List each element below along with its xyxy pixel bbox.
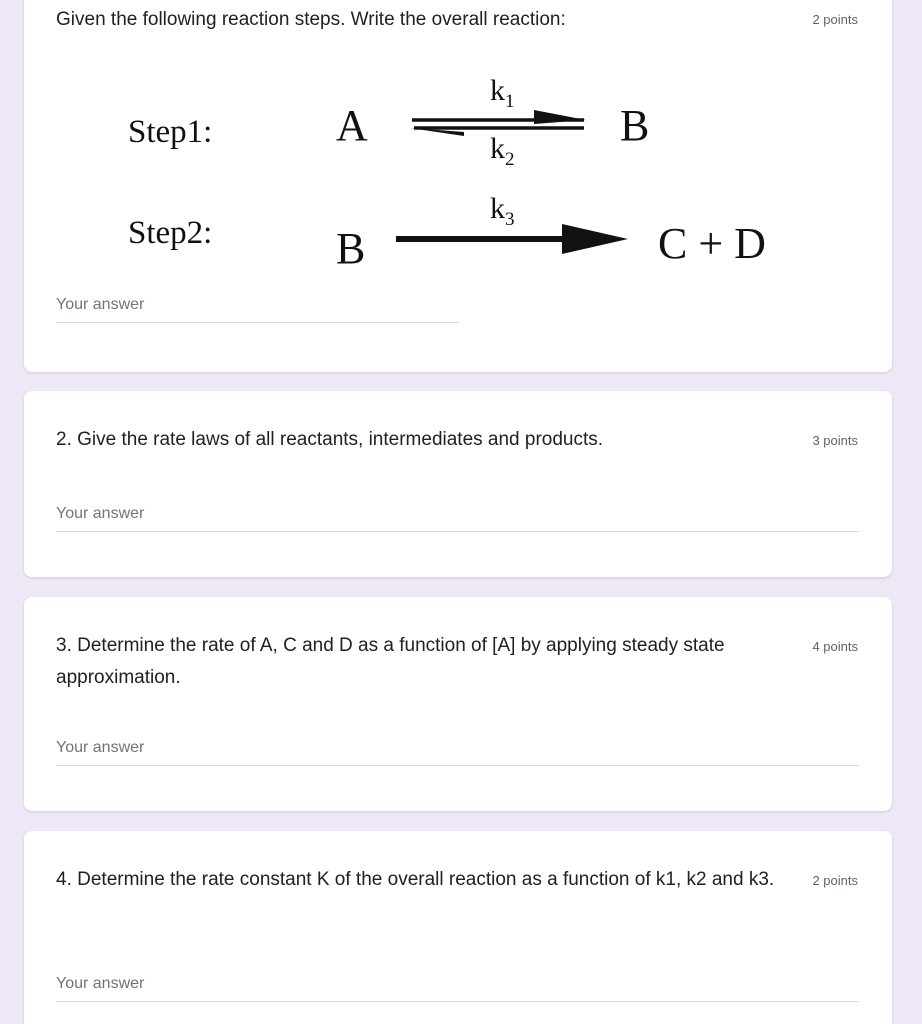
question-card-1 — [24, 0, 892, 372]
question-4-title: 4. Determine the rate constant K of the overall reaction as a function of k1, k2 and k3. — [56, 869, 775, 890]
question-2-title: 2. Give the rate laws of all reactants, intermediates and products. — [56, 429, 604, 450]
step2-reactant: B — [336, 224, 366, 273]
k1-subscript: 1 — [505, 91, 515, 112]
k2-subscript: 2 — [505, 149, 515, 170]
k1-label — [490, 74, 515, 112]
step1-product: B — [620, 101, 650, 150]
question-4-answer-input[interactable]: Your answer — [56, 975, 859, 1002]
k2-base: k — [490, 132, 505, 165]
k3-base: k — [490, 192, 505, 225]
k3-label — [490, 192, 515, 230]
question-card-2 — [24, 391, 892, 577]
question-3-answer-input[interactable]: Your answer — [56, 739, 859, 766]
question-1-answer-input[interactable]: Your answer — [56, 296, 459, 323]
step2-label: Step2: — [128, 215, 213, 251]
step1-reactant: A — [336, 101, 368, 150]
question-2-answer-input[interactable]: Your answer — [56, 505, 859, 532]
step2-product: C + D — [658, 219, 766, 268]
question-3-points: 4 points — [812, 639, 858, 654]
question-1-points: 2 points — [812, 12, 858, 27]
question-card-3 — [24, 597, 892, 811]
question-2-points: 3 points — [812, 433, 858, 448]
k3-subscript: 3 — [505, 209, 515, 230]
question-1-title: Given the following reaction steps. Write the overall reaction: — [56, 9, 566, 30]
step1-label: Step1: — [128, 114, 213, 150]
reaction-scheme — [24, 0, 892, 288]
k2-label — [490, 132, 515, 170]
question-3-title: 3. Determine the rate of A, C and D as a function of [A] by applying steady state approximation. — [56, 635, 725, 688]
question-card-4 — [24, 831, 892, 1024]
k1-base: k — [490, 74, 505, 107]
question-4-points: 2 points — [812, 873, 858, 888]
